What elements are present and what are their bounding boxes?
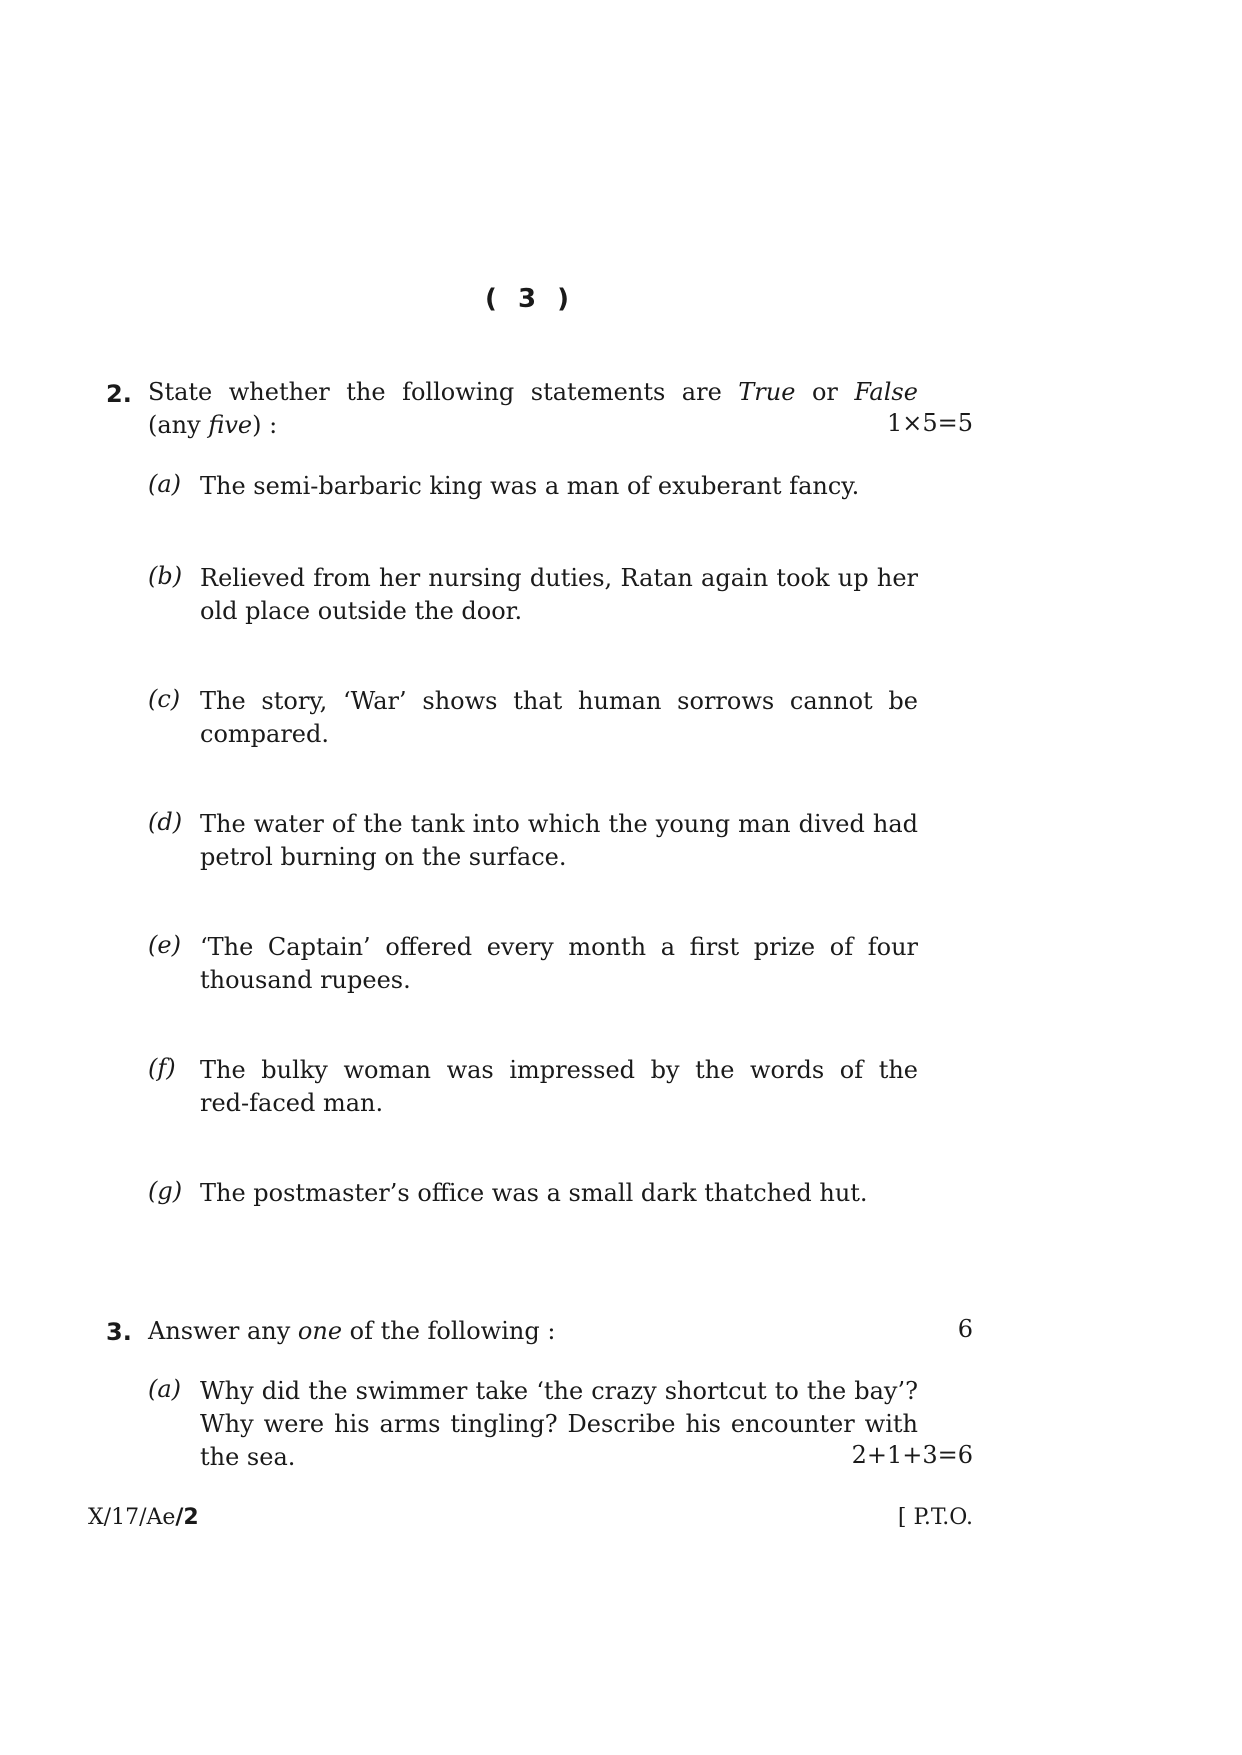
question-3-number: 3. [106, 1318, 132, 1346]
item-b-text: Relieved from her nursing duties, Ratan again took up her old place outside the door. [200, 564, 918, 625]
question-3-marks: 6 [957, 1315, 973, 1343]
item-b-label: (b) [148, 562, 183, 590]
page-number: ( 3 ) [485, 284, 575, 314]
question-2-line-1: State whether the following statements are True or False [148, 378, 918, 406]
item-g-label: (g) [148, 1177, 183, 1205]
item-a-text: The semi-barbaric king was a man of exuberant fancy. [200, 472, 860, 500]
item-f-label: (f) [148, 1054, 176, 1082]
question-2-marks: 1×5=5 [886, 409, 973, 437]
q3-item-a-text: Why did the swimmer take ‘the crazy shortcut to the bay’? Why were his arms tingling? Describe his encounter with the sea. [200, 1377, 918, 1471]
question-2-line-2: (any five) : [148, 411, 278, 439]
question-3-text: Answer any one of the following : [148, 1317, 556, 1345]
paper-code: X/17/Ae/2 [88, 1505, 199, 1530]
item-g-text: The postmaster’s office was a small dark thatched hut. [200, 1179, 868, 1207]
item-d-label: (d) [148, 808, 183, 836]
item-d-text: The water of the tank into which the young man dived had petrol burning on the surface. [200, 810, 918, 871]
question-2-number: 2. [106, 380, 132, 408]
item-a-label: (a) [148, 470, 182, 498]
item-e-label: (e) [148, 931, 181, 959]
item-c-label: (c) [148, 685, 181, 713]
pto-label: [ P.T.O. [897, 1505, 973, 1530]
q3-item-a-label: (a) [148, 1375, 182, 1403]
item-c-text: The story, ‘War’ shows that human sorrows cannot be compared. [200, 687, 918, 748]
q3-item-a-marks: 2+1+3=6 [851, 1441, 973, 1469]
item-f-text: The bulky woman was impressed by the words of the red-faced man. [200, 1056, 918, 1117]
item-e-text: ‘The Captain’ offered every month a first prize of four thousand rupees. [200, 933, 918, 994]
